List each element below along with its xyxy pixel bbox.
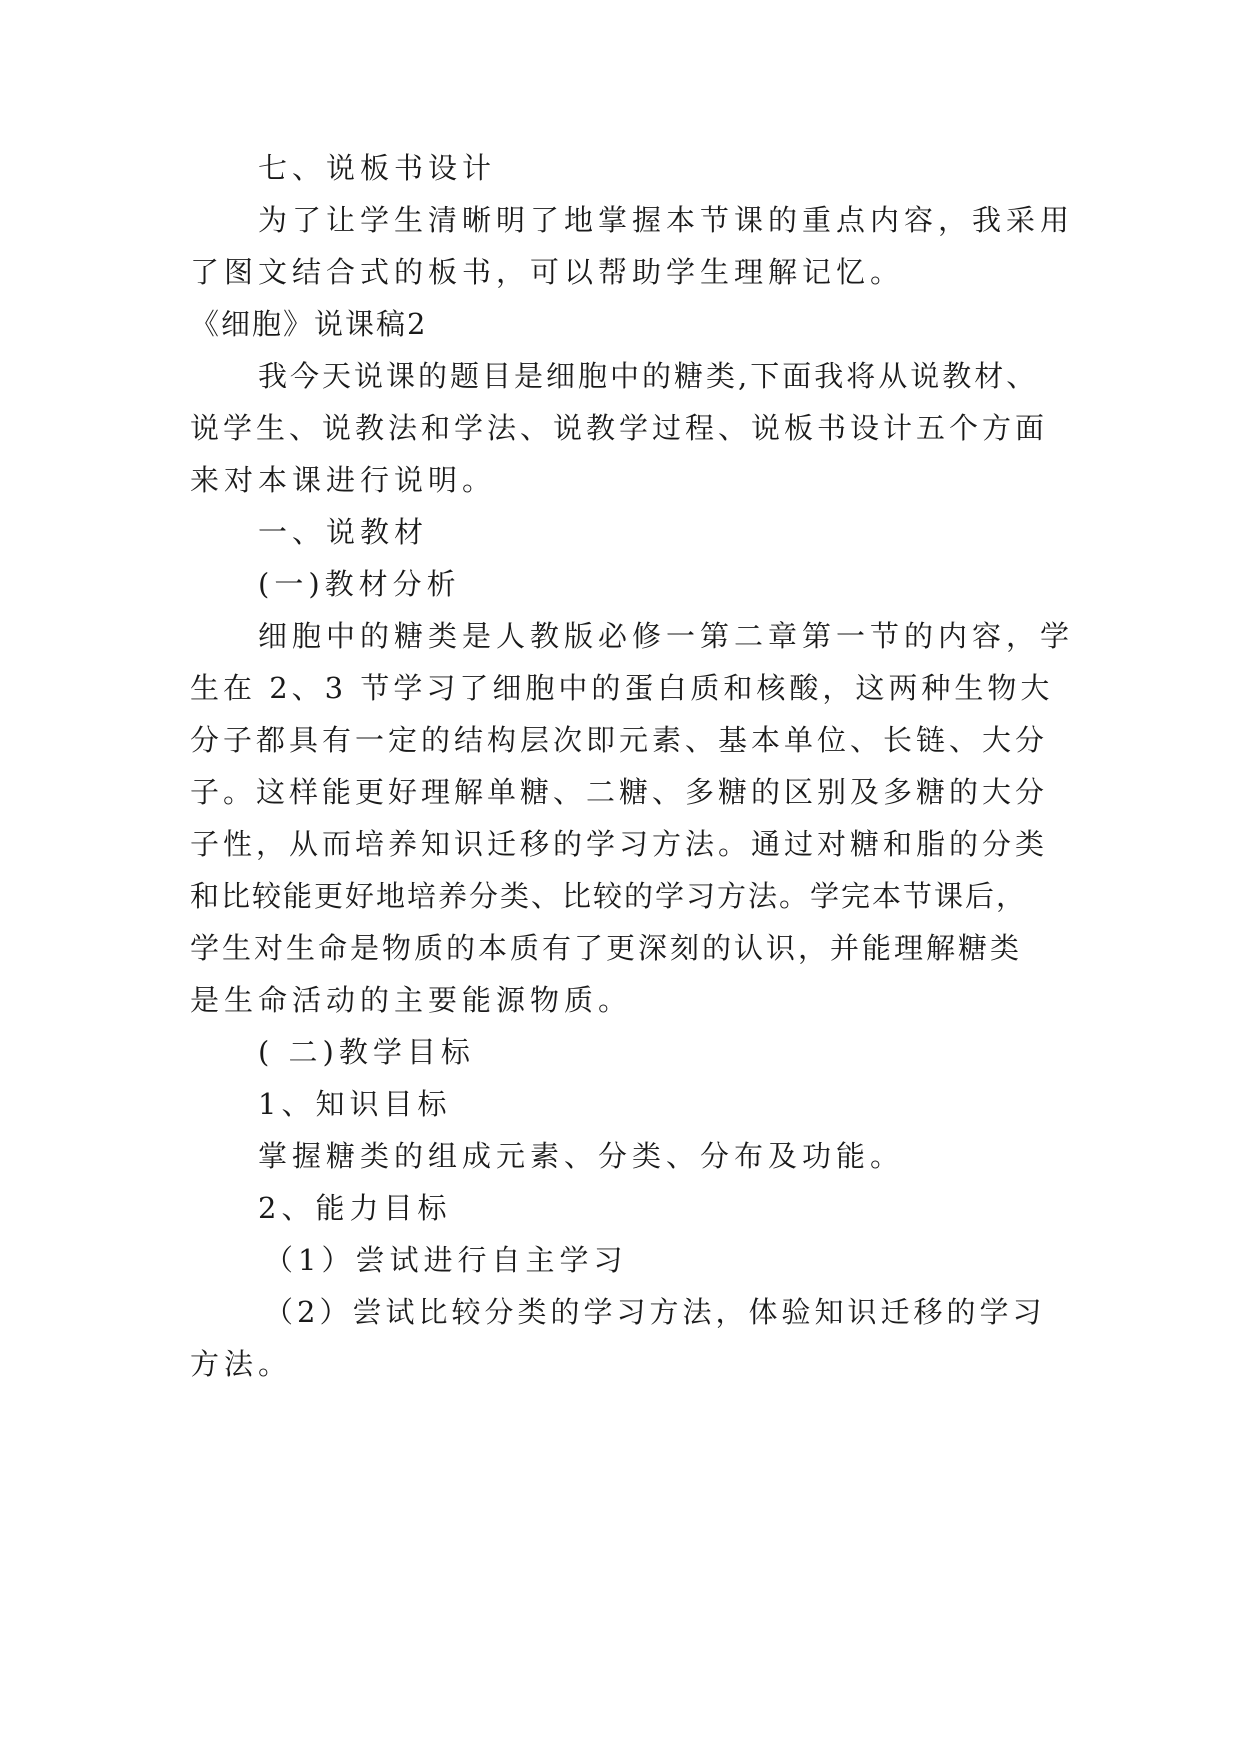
paragraph-line: 生在 2、3 节学习了细胞中的蛋白质和核酸，这两种生物大 [190, 671, 1054, 705]
list-item: （2）尝试比较分类的学习方法，体验知识迁移的学习 [264, 1295, 1046, 1329]
subsection-heading: (一)教材分析 [258, 567, 461, 601]
paragraph-line: 是生命活动的主要能源物质。 [190, 983, 633, 1017]
paragraph-line: 我今天说课的题目是细胞中的糖类,下面我将从说教材、 [258, 359, 1039, 393]
paragraph-line: 为了让学生清晰明了地掌握本节课的重点内容，我采用 [258, 203, 1075, 237]
document-subtitle: 《细胞》说课稿2 [190, 307, 428, 341]
objective-heading: 1、知识目标 [258, 1087, 452, 1121]
paragraph-line: 说学生、说教法和学法、说教学过程、说板书设计五个方面 [190, 411, 1049, 445]
section-heading-board-design: 七、说板书设计 [258, 151, 497, 185]
list-item: （1）尝试进行自主学习 [264, 1243, 628, 1277]
paragraph-line: 子。这样能更好理解单糖、二糖、多糖的区别及多糖的大分 [190, 775, 1049, 809]
paragraph-line: 和比较能更好地培养分类、比较的学习方法。学完本节课后， [190, 879, 1028, 913]
paragraph-line: 了图文结合式的板书，可以帮助学生理解记忆。 [190, 255, 905, 289]
section-heading: 一、说教材 [258, 515, 429, 549]
paragraph-line: 掌握糖类的组成元素、分类、分布及功能。 [258, 1139, 905, 1173]
objective-heading: 2、能力目标 [258, 1191, 452, 1225]
paragraph-line: 细胞中的糖类是人教版必修一第二章第一节的内容，学 [258, 619, 1075, 653]
paragraph-line: 学生对生命是物质的本质有了更深刻的认识，并能理解糖类 [190, 931, 1023, 965]
paragraph-line: 分子都具有一定的结构层次即元素、基本单位、长链、大分 [190, 723, 1049, 757]
subsection-heading: ( 二)教学目标 [258, 1035, 475, 1069]
paragraph-line: 方法。 [190, 1347, 293, 1381]
paragraph-line: 来对本课进行说明。 [190, 463, 497, 497]
paragraph-line: 子性，从而培养知识迁移的学习方法。通过对糖和脂的分类 [190, 827, 1049, 861]
